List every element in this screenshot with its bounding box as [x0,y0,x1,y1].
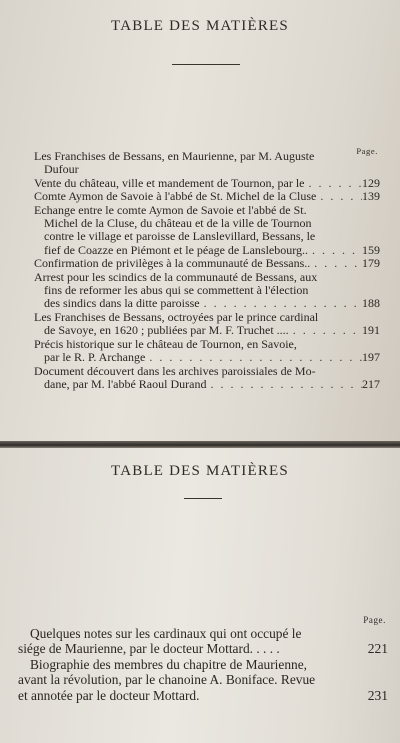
page-title: TABLE DES MATIÈRES [111,463,289,479]
leader-dots [293,324,362,337]
entry-page-number: 221 [367,641,388,657]
entry-text-line: Arrest pour les scindics de la communauté de Bessans, aux [34,270,318,284]
toc-entry [0,150,400,177]
entry-text-line: par le R. P. Archange [44,351,146,365]
toc-entry [0,657,400,703]
entry-text-line: Les Franchises de Bessans, en Maurienne, par M. Auguste [34,150,315,163]
entry-text-line: contre le village et paroisse de Lanslevillard, Bessans, le [44,230,316,244]
entry-text-line: fief de Coazze en Piémont et le péage de Lanslebourg.. [44,243,309,257]
page-column-label: Page. [363,615,386,625]
toc-entry [0,311,400,338]
title-rule [172,64,240,65]
entry-text-line: Biographie des membres du chapitre de Maurienne, [30,656,308,672]
title-rule [184,498,222,499]
leader-dots [312,244,362,257]
entry-page-number: 139 [362,189,380,204]
entry-text-line: Echange entre le comte Aymon de Savoie et l'abbé de St. [34,203,307,217]
bottom-page [0,448,400,743]
leader-dots [314,257,362,270]
entry-page-number: 129 [362,175,380,190]
page-title: TABLE DES MATIÈRES [111,18,289,34]
entry-text-line: et annotée par le docteur Mottard. [18,687,200,703]
entry-text-line: Dufour [44,163,79,177]
entry-page-number: 197 [362,350,380,365]
entry-text-line: de Savoye, en 1620 ; publiées par M. F. Truchet .... [44,324,289,338]
entry-text-line: Comte Aymon de Savoie à l'abbé de St. Michel de la Cluse [34,190,317,204]
toc-entries [0,626,400,703]
entry-page-number: 179 [362,256,380,271]
page-column-label: Page. [356,146,378,156]
entry-text-line: dane, par M. l'abbé Raoul Durand [44,377,207,391]
entry-text-line: fins de reformer les abus qui se commettent à l'élection [44,284,309,298]
entry-text-line: avant la révolution, par le chanoine A. Boniface. Revue [18,672,316,688]
entry-page-number: 159 [362,242,380,257]
toc-entry [0,338,400,365]
entry-text-line: Vente du château, ville et mandement de Tournon, par le [34,176,305,190]
entry-page-number: 188 [362,296,380,311]
toc-entries [0,150,400,391]
toc-entry [0,204,400,258]
leader-dots [204,297,362,310]
leader-dots [320,190,362,203]
entry-text-line: Précis historique sur le château de Tournon, en Savoie, [34,337,297,351]
entry-page-number: 231 [367,687,388,703]
entry-page-number: 191 [362,323,380,338]
toc-entry [0,177,400,190]
entry-text-line: Document découvert dans les archives paroissiales de Mo- [34,364,316,378]
leader-dots [210,378,362,391]
entry-text-line: Confirmation de privilèges à la communauté de Bessans.. [34,257,311,271]
toc-entry [0,190,400,203]
toc-entry [0,365,400,392]
entry-text-line: Quelques notes sur les cardinaux qui ont occupé le [30,626,302,641]
toc-entry [0,257,400,270]
entry-text-line: Les Franchises de Bessans, octroyées par le prince cardinal [34,310,319,324]
leader-dots [309,177,362,190]
entry-text-line: des sindics dans la ditte paroisse [44,297,200,311]
page-gap [0,441,400,448]
leader-dots [149,351,362,364]
entry-text-line: siége de Maurienne, par le docteur Mottard. . . . . [18,641,280,657]
toc-entry [0,271,400,311]
toc-entry [0,626,400,657]
entry-page-number: 217 [362,376,380,391]
entry-text-line: Michel de la Cluse, du château et de la ville de Tournon [44,217,312,231]
